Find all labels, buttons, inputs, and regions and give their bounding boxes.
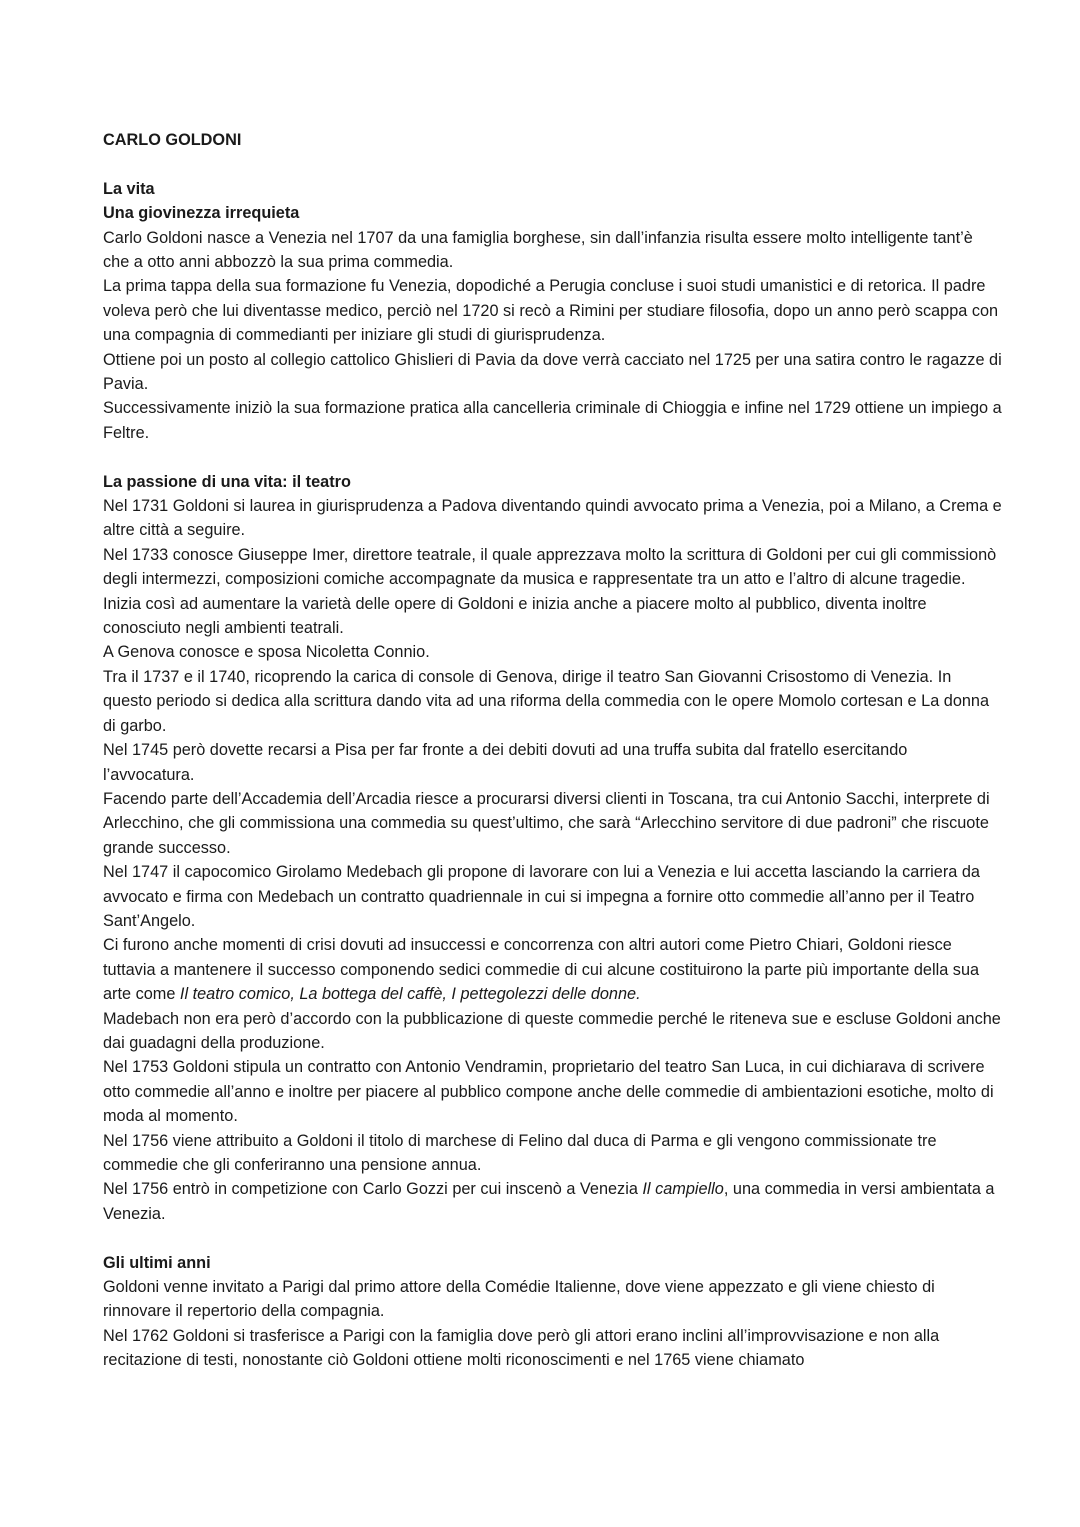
section-heading-ultimi-anni: Gli ultimi anni xyxy=(103,1253,211,1272)
paragraph: Nel 1756 viene attribuito a Goldoni il titolo di marchese di Felino dal duca di Parma e gli vengono commissionate tre commedie che gli conferiranno una pensione annua. xyxy=(103,1131,937,1175)
paragraph: Madebach non era però d’accordo con la pubblicazione di queste commedie perché le riteneva sue e escluse Goldoni anche dai guadagni della produzione. xyxy=(103,1009,1001,1052)
paragraph: Nel 1762 Goldoni si trasferisce a Parigi con la famiglia dove però gli attori erano inclini all’improvvisazione e non alla recitazione di testi, nonostante ciò Goldoni ottiene molti riconoscimenti e nel 1765 viene chiamato xyxy=(103,1326,940,1370)
paragraph: La prima tappa della sua formazione fu Venezia, dopodiché a Perugia concluse i suoi studi umanistici e di retorica. Il padre voleva però che lui diventasse medico, perciò nel 1720 si recò a Rimini per studiare filosofia, dopo un anno però scappa con una compagnia di commedianti per iniziare gli studi di giurisprudenza. xyxy=(103,277,999,345)
italic-title: Il campiello xyxy=(642,1180,724,1199)
paragraph: Tra il 1737 e il 1740, ricoprendo la carica di console di Genova, dirige il teatro San Giovanni Crisostomo di Venezia. In questo periodo si dedica alla scrittura dando vita ad una riforma della commedia con le opere Momolo cortesan e La donna di garbo. xyxy=(103,667,990,735)
spacer xyxy=(103,1226,1003,1250)
paragraph: Carlo Goldoni nasce a Venezia nel 1707 da una famiglia borghese, sin dall’infanzia risulta essere molto intelligente tant’è che a otto anni abbozzò la sua prima commedia. xyxy=(103,228,973,271)
spacer xyxy=(103,445,1003,469)
document-title: CARLO GOLDONI xyxy=(103,131,242,149)
paragraph: Inizia così ad aumentare la varietà delle opere di Goldoni e inizia anche a piacere molto al pubblico, diventa inoltre conosciuto negli ambienti teatrali. xyxy=(103,594,927,638)
italic-titles: Il teatro comico, La bottega del caffè, I pettegolezzi delle donne. xyxy=(179,985,641,1004)
paragraph-text: , una commedia in versi ambientata a Venezia. xyxy=(103,1180,995,1223)
document-body xyxy=(103,128,1003,1373)
section-heading-la-vita: La vita xyxy=(103,179,155,198)
paragraph xyxy=(103,1177,1003,1226)
section-heading-teatro: La passione di una vita: il teatro xyxy=(103,472,351,491)
spacer xyxy=(103,152,1003,176)
paragraph: Nel 1733 conosce Giuseppe Imer, direttore teatrale, il quale apprezzava molto la scrittura di Goldoni per cui gli commissionò degli intermezzi, composizioni comiche accompagnate da musica e rappresentate tra un atto e l’altro di alcune tragedie. xyxy=(103,545,997,589)
paragraph: Facendo parte dell’Accademia dell’Arcadia riesce a procurarsi diversi clienti in Toscana, tra cui Antonio Sacchi, interprete di Arlecchino, che gli commissiona una commedia su quest’ultimo, che sarà “Arlecchino servitore di due padroni” che riscuote grande successo. xyxy=(103,789,990,857)
paragraph: Nel 1745 però dovette recarsi a Pisa per far fronte a dei debiti dovuti ad una truffa subita dal fratello esercitando l’avvocatura. xyxy=(103,741,908,784)
paragraph: A Genova conosce e sposa Nicoletta Connio. xyxy=(103,643,430,662)
paragraph-text: Ci furono anche momenti di crisi dovuti ad insuccessi e concorrenza con altri autori come Pietro Chiari, Goldoni riesce tuttavia a mantenere il successo componendo sedici commedie di cui alcune costituirono la parte più importante della sua arte come xyxy=(103,936,980,1004)
paragraph: Nel 1747 il capocomico Girolamo Medebach gli propone di lavorare con lui a Venezia e lui accetta lasciando la carriera da avvocato e firma con Medebach un contratto quadriennale in cui si impegna a fornire otto commedie all’anno per il Teatro Sant’Angelo. xyxy=(103,863,980,930)
paragraph: Ottiene poi un posto al collegio cattolico Ghislieri di Pavia da dove verrà cacciato nel 1725 per una satira contro le ragazze di Pavia. xyxy=(103,350,1002,394)
subheading-giovinezza: Una giovinezza irrequieta xyxy=(103,204,300,223)
paragraph: Nel 1731 Goldoni si laurea in giurisprudenza a Padova diventando quindi avvocato prima a Venezia, poi a Milano, a Crema e altre città a seguire. xyxy=(103,497,1002,540)
paragraph: Goldoni venne invitato a Parigi dal primo attore della Comédie Italienne, dove viene appezzato e gli viene chiesto di rinnovare il repertorio della compagnia. xyxy=(103,1278,935,1321)
paragraph-text: Nel 1756 entrò in competizione con Carlo Gozzi per cui inscenò a Venezia xyxy=(103,1180,643,1199)
paragraph: Successivamente iniziò la sua formazione pratica alla cancelleria criminale di Chioggia e infine nel 1729 ottiene un impiego a Feltre. xyxy=(103,399,1002,442)
paragraph: Nel 1753 Goldoni stipula un contratto con Antonio Vendramin, proprietario del teatro San Luca, in cui dichiarava di scrivere otto commedie all’anno e inoltre per piacere al pubblico compone anche delle commedie di ambientazioni esotiche, molto di moda al momento. xyxy=(103,1058,994,1126)
paragraph xyxy=(103,933,1003,1006)
